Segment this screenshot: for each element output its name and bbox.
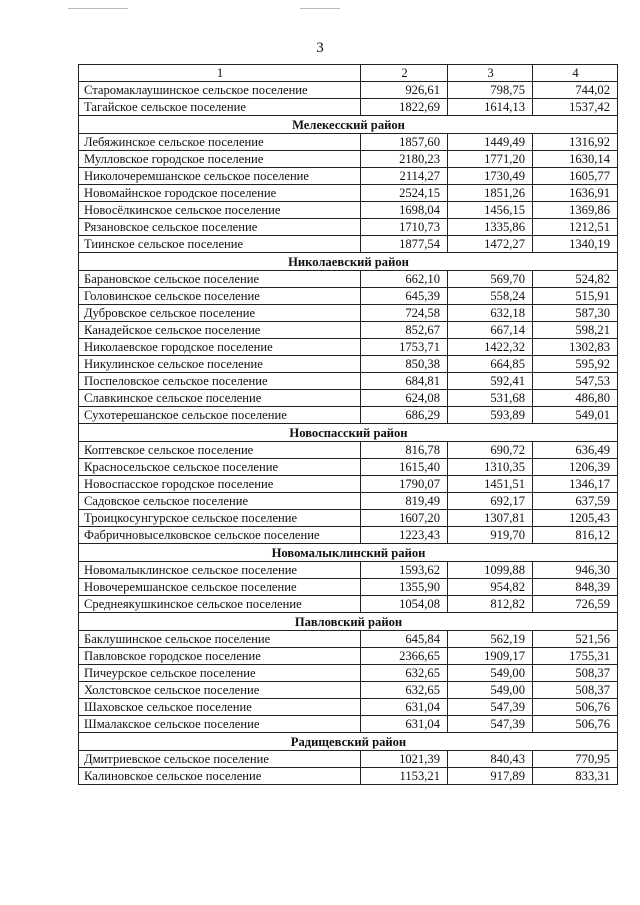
value-col-3: 1449,49 <box>448 134 533 151</box>
table-row <box>79 699 618 716</box>
table-row <box>79 527 618 544</box>
value-col-2: 850,38 <box>361 356 448 373</box>
value-col-2: 662,10 <box>361 271 448 288</box>
value-col-3: 1310,35 <box>448 459 533 476</box>
value-col-2: 632,65 <box>361 665 448 682</box>
value-col-3: 840,43 <box>448 751 533 768</box>
table-row <box>79 751 618 768</box>
value-col-3: 531,68 <box>448 390 533 407</box>
settlement-name: Коптевское сельское поселение <box>79 442 361 459</box>
settlement-name: Новоспасское городское поселение <box>79 476 361 493</box>
value-col-3: 1771,20 <box>448 151 533 168</box>
value-col-2: 1054,08 <box>361 596 448 613</box>
value-col-3: 917,89 <box>448 768 533 785</box>
value-col-2: 1857,60 <box>361 134 448 151</box>
settlement-name: Никулинское сельское поселение <box>79 356 361 373</box>
scan-artifact <box>300 8 340 9</box>
value-col-4: 1316,92 <box>533 134 618 151</box>
value-col-2: 631,04 <box>361 699 448 716</box>
district-name: Мелекесский район <box>79 116 618 134</box>
value-col-3: 1456,15 <box>448 202 533 219</box>
value-col-2: 631,04 <box>361 716 448 733</box>
value-col-4: 637,59 <box>533 493 618 510</box>
settlement-name: Канадейское сельское поселение <box>79 322 361 339</box>
value-col-3: 692,17 <box>448 493 533 510</box>
value-col-2: 684,81 <box>361 373 448 390</box>
table-row <box>79 322 618 339</box>
settlement-name: Лебяжинское сельское поселение <box>79 134 361 151</box>
table-row <box>79 768 618 785</box>
district-name: Павловский район <box>79 613 618 631</box>
value-col-2: 819,49 <box>361 493 448 510</box>
value-col-2: 1153,21 <box>361 768 448 785</box>
value-col-4: 744,02 <box>533 82 618 99</box>
value-col-2: 724,58 <box>361 305 448 322</box>
settlement-name: Фабричновыселковское сельское поселение <box>79 527 361 544</box>
table-row <box>79 631 618 648</box>
table-row <box>79 390 618 407</box>
table-row <box>79 476 618 493</box>
value-col-4: 506,76 <box>533 716 618 733</box>
settlement-name: Калиновское сельское поселение <box>79 768 361 785</box>
value-col-4: 515,91 <box>533 288 618 305</box>
value-col-3: 1730,49 <box>448 168 533 185</box>
scan-artifact <box>68 8 128 9</box>
value-col-2: 1355,90 <box>361 579 448 596</box>
value-col-4: 833,31 <box>533 768 618 785</box>
settlement-name: Новомайнское городское поселение <box>79 185 361 202</box>
table-row <box>79 459 618 476</box>
district-name: Новоспасский район <box>79 424 618 442</box>
page-number: 3 <box>316 40 324 56</box>
value-col-3: 549,00 <box>448 682 533 699</box>
district-name: Новомалыклинский район <box>79 544 618 562</box>
settlement-name: Барановское сельское поселение <box>79 271 361 288</box>
value-col-2: 1021,39 <box>361 751 448 768</box>
column-header: 2 <box>361 65 448 82</box>
settlement-name: Красносельское сельское поселение <box>79 459 361 476</box>
value-col-3: 1451,51 <box>448 476 533 493</box>
value-col-3: 549,00 <box>448 665 533 682</box>
value-col-4: 506,76 <box>533 699 618 716</box>
value-col-3: 593,89 <box>448 407 533 424</box>
value-col-3: 1851,26 <box>448 185 533 202</box>
value-col-4: 486,80 <box>533 390 618 407</box>
settlement-name: Павловское городское поселение <box>79 648 361 665</box>
settlement-name: Шмалакское сельское поселение <box>79 716 361 733</box>
value-col-2: 1753,71 <box>361 339 448 356</box>
value-col-4: 595,92 <box>533 356 618 373</box>
value-col-2: 2180,23 <box>361 151 448 168</box>
value-col-4: 1636,91 <box>533 185 618 202</box>
table-row <box>79 562 618 579</box>
value-col-2: 2524,15 <box>361 185 448 202</box>
table-row <box>79 442 618 459</box>
settlement-name: Славкинское сельское поселение <box>79 390 361 407</box>
table-row <box>79 271 618 288</box>
table-row <box>79 236 618 253</box>
value-col-3: 798,75 <box>448 82 533 99</box>
value-col-4: 598,21 <box>533 322 618 339</box>
table-row <box>79 596 618 613</box>
table-row <box>79 339 618 356</box>
value-col-2: 1822,69 <box>361 99 448 116</box>
value-col-2: 1790,07 <box>361 476 448 493</box>
value-col-3: 690,72 <box>448 442 533 459</box>
settlement-name: Головинское сельское поселение <box>79 288 361 305</box>
district-header-row <box>79 424 618 442</box>
column-header: 4 <box>533 65 618 82</box>
value-col-3: 664,85 <box>448 356 533 373</box>
settlement-name: Рязановское сельское поселение <box>79 219 361 236</box>
settlement-name: Троицкосунгурское сельское поселение <box>79 510 361 527</box>
value-col-4: 816,12 <box>533 527 618 544</box>
district-header-row <box>79 253 618 271</box>
column-header: 3 <box>448 65 533 82</box>
settlement-name: Холстовское сельское поселение <box>79 682 361 699</box>
value-col-4: 508,37 <box>533 682 618 699</box>
table-row <box>79 682 618 699</box>
value-col-2: 1607,20 <box>361 510 448 527</box>
column-header: 1 <box>79 65 361 82</box>
settlement-name: Старомаклаушинское сельское поселение <box>79 82 361 99</box>
table-row <box>79 493 618 510</box>
value-col-2: 1698,04 <box>361 202 448 219</box>
value-col-3: 919,70 <box>448 527 533 544</box>
value-col-2: 686,29 <box>361 407 448 424</box>
table-row <box>79 665 618 682</box>
district-header-row <box>79 544 618 562</box>
settlement-name: Шаховское сельское поселение <box>79 699 361 716</box>
table-row <box>79 648 618 665</box>
value-col-2: 852,67 <box>361 322 448 339</box>
table-row <box>79 356 618 373</box>
settlement-name: Николочеремшанское сельское поселение <box>79 168 361 185</box>
settlement-name: Дмитриевское сельское поселение <box>79 751 361 768</box>
settlement-name: Баклушинское сельское поселение <box>79 631 361 648</box>
value-col-4: 848,39 <box>533 579 618 596</box>
settlement-name: Дубровское сельское поселение <box>79 305 361 322</box>
table-row <box>79 151 618 168</box>
table-row <box>79 716 618 733</box>
settlement-name: Мулловское городское поселение <box>79 151 361 168</box>
value-col-4: 1302,83 <box>533 339 618 356</box>
settlement-name: Новочеремшанское сельское поселение <box>79 579 361 596</box>
value-col-4: 1212,51 <box>533 219 618 236</box>
value-col-4: 770,95 <box>533 751 618 768</box>
value-col-3: 562,19 <box>448 631 533 648</box>
district-name: Николаевский район <box>79 253 618 271</box>
table-row <box>79 373 618 390</box>
table-header-row <box>79 65 618 82</box>
value-col-4: 1537,42 <box>533 99 618 116</box>
value-col-3: 812,82 <box>448 596 533 613</box>
value-col-3: 1614,13 <box>448 99 533 116</box>
value-col-3: 632,18 <box>448 305 533 322</box>
settlement-name: Тиинское сельское поселение <box>79 236 361 253</box>
table-row <box>79 202 618 219</box>
district-name: Радищевский район <box>79 733 618 751</box>
settlement-name: Тагайское сельское поселение <box>79 99 361 116</box>
value-col-3: 547,39 <box>448 716 533 733</box>
value-col-4: 726,59 <box>533 596 618 613</box>
value-col-4: 1369,86 <box>533 202 618 219</box>
value-col-2: 1593,62 <box>361 562 448 579</box>
value-col-3: 1307,81 <box>448 510 533 527</box>
value-col-4: 1206,39 <box>533 459 618 476</box>
value-col-4: 524,82 <box>533 271 618 288</box>
value-col-4: 1340,19 <box>533 236 618 253</box>
settlement-name: Поспеловское сельское поселение <box>79 373 361 390</box>
value-col-2: 1710,73 <box>361 219 448 236</box>
value-col-4: 1346,17 <box>533 476 618 493</box>
value-col-4: 549,01 <box>533 407 618 424</box>
settlement-name: Садовское сельское поселение <box>79 493 361 510</box>
settlement-name: Пичеурское сельское поселение <box>79 665 361 682</box>
table-row <box>79 168 618 185</box>
value-col-2: 816,78 <box>361 442 448 459</box>
value-col-2: 2366,65 <box>361 648 448 665</box>
value-col-4: 1605,77 <box>533 168 618 185</box>
district-header-row <box>79 116 618 134</box>
settlements-table <box>78 64 618 785</box>
value-col-3: 592,41 <box>448 373 533 390</box>
value-col-3: 667,14 <box>448 322 533 339</box>
settlement-name: Среднеякушкинское сельское поселение <box>79 596 361 613</box>
value-col-2: 1877,54 <box>361 236 448 253</box>
value-col-4: 587,30 <box>533 305 618 322</box>
value-col-2: 645,84 <box>361 631 448 648</box>
table-row <box>79 510 618 527</box>
table-row <box>79 134 618 151</box>
value-col-3: 1335,86 <box>448 219 533 236</box>
settlement-name: Новосёлкинское сельское поселение <box>79 202 361 219</box>
value-col-4: 946,30 <box>533 562 618 579</box>
settlement-name: Новомалыклинское сельское поселение <box>79 562 361 579</box>
value-col-3: 954,82 <box>448 579 533 596</box>
table-row <box>79 579 618 596</box>
value-col-4: 1630,14 <box>533 151 618 168</box>
value-col-2: 1223,43 <box>361 527 448 544</box>
value-col-3: 1422,32 <box>448 339 533 356</box>
settlement-name: Николаевское городское поселение <box>79 339 361 356</box>
table-row <box>79 99 618 116</box>
table-row <box>79 82 618 99</box>
value-col-2: 1615,40 <box>361 459 448 476</box>
table-body <box>79 65 618 785</box>
value-col-2: 926,61 <box>361 82 448 99</box>
value-col-3: 1472,27 <box>448 236 533 253</box>
district-header-row <box>79 613 618 631</box>
value-col-4: 1205,43 <box>533 510 618 527</box>
value-col-2: 632,65 <box>361 682 448 699</box>
value-col-3: 1909,17 <box>448 648 533 665</box>
value-col-4: 636,49 <box>533 442 618 459</box>
value-col-4: 1755,31 <box>533 648 618 665</box>
table-row <box>79 288 618 305</box>
table-row <box>79 185 618 202</box>
value-col-2: 2114,27 <box>361 168 448 185</box>
value-col-3: 547,39 <box>448 699 533 716</box>
value-col-4: 521,56 <box>533 631 618 648</box>
table-row <box>79 305 618 322</box>
table-row <box>79 219 618 236</box>
district-header-row <box>79 733 618 751</box>
value-col-4: 508,37 <box>533 665 618 682</box>
value-col-2: 624,08 <box>361 390 448 407</box>
value-col-3: 558,24 <box>448 288 533 305</box>
settlement-name: Сухотерешанское сельское поселение <box>79 407 361 424</box>
table-row <box>79 407 618 424</box>
value-col-3: 569,70 <box>448 271 533 288</box>
settlements-table-container <box>78 64 617 785</box>
value-col-2: 645,39 <box>361 288 448 305</box>
value-col-3: 1099,88 <box>448 562 533 579</box>
value-col-4: 547,53 <box>533 373 618 390</box>
